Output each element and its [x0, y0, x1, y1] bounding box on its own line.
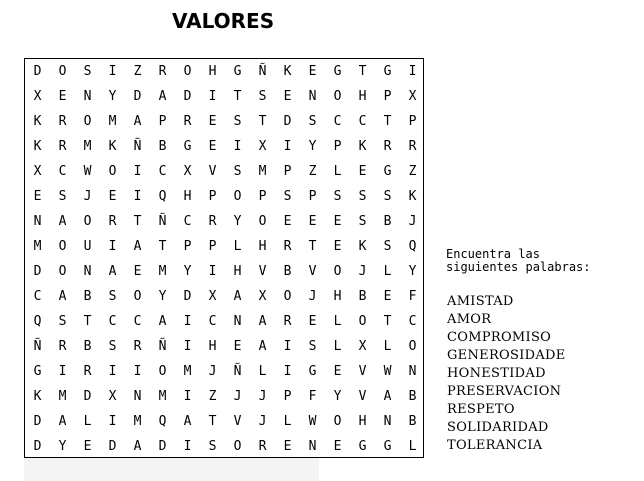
grid-cell[interactable]: J: [408, 214, 417, 229]
grid-cell[interactable]: O: [158, 364, 167, 379]
grid-cell[interactable]: N: [308, 439, 317, 454]
grid-cell[interactable]: X: [33, 89, 42, 104]
grid-cell[interactable]: X: [208, 289, 217, 304]
grid-cell[interactable]: T: [133, 214, 142, 229]
grid-cell[interactable]: A: [258, 339, 267, 354]
grid-cell[interactable]: R: [183, 114, 192, 129]
grid-cell[interactable]: C: [133, 314, 142, 329]
grid-cell[interactable]: O: [258, 214, 267, 229]
grid-cell[interactable]: Y: [58, 439, 67, 454]
grid-cell[interactable]: I: [283, 364, 292, 379]
grid-cell[interactable]: M: [108, 114, 117, 129]
grid-cell[interactable]: I: [108, 239, 117, 254]
grid-cell[interactable]: S: [208, 439, 217, 454]
grid-cell[interactable]: Ñ: [258, 64, 267, 79]
grid-cell[interactable]: N: [233, 314, 242, 329]
grid-cell[interactable]: R: [408, 139, 417, 154]
grid-cell[interactable]: P: [258, 189, 267, 204]
grid-cell[interactable]: O: [133, 289, 142, 304]
grid-cell[interactable]: A: [233, 289, 242, 304]
grid-cell[interactable]: D: [33, 264, 42, 279]
grid-cell[interactable]: K: [33, 139, 42, 154]
grid-row: [25, 259, 425, 284]
grid-cell[interactable]: H: [183, 189, 192, 204]
grid-cell[interactable]: L: [233, 239, 242, 254]
grid-cell[interactable]: E: [333, 239, 342, 254]
word-list: [447, 293, 566, 455]
grid-cell[interactable]: O: [233, 439, 242, 454]
grid-cell[interactable]: Q: [158, 189, 167, 204]
grid-cell[interactable]: G: [33, 364, 42, 379]
grid-cell[interactable]: E: [133, 264, 142, 279]
grid-cell[interactable]: F: [308, 389, 317, 404]
grid-cell[interactable]: E: [333, 364, 342, 379]
grid-cell[interactable]: N: [83, 89, 92, 104]
grid-cell[interactable]: S: [308, 114, 317, 129]
grid-cell[interactable]: C: [183, 214, 192, 229]
grid-cell[interactable]: B: [83, 289, 92, 304]
grid-cell[interactable]: O: [58, 239, 67, 254]
grid-cell[interactable]: B: [408, 414, 417, 429]
grid-cell[interactable]: C: [33, 289, 42, 304]
grid-cell[interactable]: T: [383, 314, 392, 329]
grid-cell[interactable]: A: [383, 389, 392, 404]
grid-cell[interactable]: P: [408, 114, 417, 129]
grid-cell[interactable]: J: [258, 414, 267, 429]
grid-cell[interactable]: J: [233, 389, 242, 404]
grid-cell[interactable]: S: [358, 189, 367, 204]
grid-cell[interactable]: D: [83, 389, 92, 404]
grid-cell[interactable]: P: [208, 239, 217, 254]
grid-cell[interactable]: S: [383, 189, 392, 204]
grid-row: [25, 134, 425, 159]
grid-cell[interactable]: E: [208, 114, 217, 129]
grid-cell[interactable]: R: [208, 214, 217, 229]
grid-cell[interactable]: C: [108, 314, 117, 329]
grid-cell[interactable]: O: [58, 64, 67, 79]
grid-cell[interactable]: M: [133, 414, 142, 429]
grid-cell[interactable]: L: [383, 339, 392, 354]
grid-cell[interactable]: P: [333, 139, 342, 154]
grid-cell[interactable]: H: [333, 289, 342, 304]
grid-cell[interactable]: D: [133, 89, 142, 104]
grid-cell[interactable]: T: [308, 239, 317, 254]
page-title: VALORES: [172, 9, 275, 33]
grid-cell[interactable]: E: [308, 314, 317, 329]
grid-cell[interactable]: M: [158, 389, 167, 404]
grid-cell[interactable]: J: [83, 189, 92, 204]
grid-cell[interactable]: E: [233, 339, 242, 354]
grid-cell[interactable]: E: [283, 439, 292, 454]
grid-cell[interactable]: C: [58, 164, 67, 179]
grid-cell[interactable]: H: [233, 264, 242, 279]
grid-cell[interactable]: Ñ: [158, 214, 167, 229]
grid-row: [25, 109, 425, 134]
grid-cell[interactable]: A: [258, 314, 267, 329]
grid-row: [25, 284, 425, 309]
grid-cell[interactable]: N: [383, 414, 392, 429]
grid-cell[interactable]: A: [108, 264, 117, 279]
grid-cell[interactable]: T: [83, 314, 92, 329]
grid-cell[interactable]: Z: [308, 164, 317, 179]
grid-cell[interactable]: S: [233, 114, 242, 129]
grid-cell[interactable]: Ñ: [158, 339, 167, 354]
grid-cell[interactable]: R: [58, 139, 67, 154]
grid-cell[interactable]: P: [183, 239, 192, 254]
grid-cell[interactable]: H: [358, 89, 367, 104]
grid-cell[interactable]: M: [183, 364, 192, 379]
grid-cell[interactable]: O: [333, 414, 342, 429]
grid-cell[interactable]: V: [208, 164, 217, 179]
grid-cell[interactable]: O: [333, 264, 342, 279]
grid-cell[interactable]: L: [83, 414, 92, 429]
grid-row: [25, 334, 425, 359]
grid-cell[interactable]: I: [183, 339, 192, 354]
grid-cell[interactable]: M: [58, 389, 67, 404]
grid-cell[interactable]: I: [208, 264, 217, 279]
grid-cell[interactable]: I: [108, 364, 117, 379]
grid-cell[interactable]: D: [183, 289, 192, 304]
grid-cell[interactable]: W: [383, 364, 392, 379]
grid-cell[interactable]: R: [383, 139, 392, 154]
grid-cell[interactable]: S: [108, 339, 117, 354]
grid-cell[interactable]: R: [283, 239, 292, 254]
grid-cell[interactable]: R: [283, 314, 292, 329]
word-list-item: SOLIDARIDAD: [447, 420, 549, 435]
grid-cell[interactable]: R: [83, 364, 92, 379]
grid-cell[interactable]: G: [308, 364, 317, 379]
grid-cell[interactable]: V: [358, 389, 367, 404]
grid-cell[interactable]: L: [333, 339, 342, 354]
grid-row: [25, 234, 425, 259]
grid-cell[interactable]: P: [158, 114, 167, 129]
grid-cell[interactable]: O: [333, 89, 342, 104]
grid-cell[interactable]: I: [108, 64, 117, 79]
grid-cell[interactable]: Q: [158, 414, 167, 429]
grid-cell[interactable]: C: [358, 114, 367, 129]
grid-row: [25, 159, 425, 184]
grid-cell[interactable]: O: [58, 264, 67, 279]
grid-cell[interactable]: E: [83, 439, 92, 454]
grid-cell[interactable]: O: [408, 339, 417, 354]
grid-cell[interactable]: E: [208, 139, 217, 154]
word-list-item: COMPROMISO: [447, 330, 552, 345]
grid-cell[interactable]: O: [233, 189, 242, 204]
grid-cell[interactable]: E: [358, 164, 367, 179]
grid-cell[interactable]: I: [183, 439, 192, 454]
grid-cell[interactable]: R: [133, 339, 142, 354]
grid-cell[interactable]: D: [33, 414, 42, 429]
grid-row: [25, 184, 425, 209]
grid-cell[interactable]: S: [283, 189, 292, 204]
grid-cell[interactable]: V: [233, 414, 242, 429]
word-list-item: TOLERANCIA: [447, 438, 543, 453]
grid-cell[interactable]: O: [83, 214, 92, 229]
grid-cell[interactable]: N: [33, 214, 42, 229]
grid-cell[interactable]: R: [58, 114, 67, 129]
grid-cell[interactable]: S: [108, 289, 117, 304]
grid-cell[interactable]: N: [83, 264, 92, 279]
grid-cell[interactable]: P: [283, 389, 292, 404]
bottom-strip: [24, 458, 319, 481]
grid-cell[interactable]: Y: [408, 264, 417, 279]
grid-cell[interactable]: U: [83, 239, 92, 254]
grid-cell[interactable]: Y: [333, 389, 342, 404]
grid-cell[interactable]: T: [258, 114, 267, 129]
word-list-item: PRESERVACION: [447, 384, 562, 399]
grid-cell[interactable]: G: [358, 439, 367, 454]
grid-cell[interactable]: I: [183, 314, 192, 329]
grid-cell[interactable]: K: [33, 114, 42, 129]
grid-cell[interactable]: Y: [308, 139, 317, 154]
grid-cell[interactable]: C: [158, 164, 167, 179]
grid-cell[interactable]: D: [183, 89, 192, 104]
grid-cell[interactable]: A: [158, 89, 167, 104]
grid-cell[interactable]: D: [108, 439, 117, 454]
grid-cell[interactable]: O: [83, 114, 92, 129]
grid-row: [25, 434, 425, 459]
grid-cell[interactable]: J: [258, 389, 267, 404]
grid-cell[interactable]: D: [33, 64, 42, 79]
grid-row: [25, 59, 425, 84]
grid-cell[interactable]: M: [258, 164, 267, 179]
grid-cell[interactable]: L: [408, 439, 417, 454]
grid-cell[interactable]: P: [383, 89, 392, 104]
grid-cell[interactable]: R: [58, 339, 67, 354]
grid-cell[interactable]: L: [333, 164, 342, 179]
grid-cell[interactable]: A: [58, 414, 67, 429]
grid-cell[interactable]: N: [408, 364, 417, 379]
grid-cell[interactable]: N: [308, 89, 317, 104]
grid-cell[interactable]: O: [358, 314, 367, 329]
grid-cell[interactable]: G: [333, 64, 342, 79]
grid-cell[interactable]: I: [208, 89, 217, 104]
grid-cell[interactable]: S: [358, 214, 367, 229]
grid-cell[interactable]: S: [383, 239, 392, 254]
grid-cell[interactable]: H: [208, 64, 217, 79]
grid-cell[interactable]: E: [33, 189, 42, 204]
grid-cell[interactable]: G: [183, 139, 192, 154]
word-list-item: GENEROSIDADE: [447, 348, 566, 363]
grid-cell[interactable]: K: [33, 389, 42, 404]
grid-cell[interactable]: K: [283, 64, 292, 79]
grid-cell[interactable]: E: [383, 289, 392, 304]
grid-cell[interactable]: E: [283, 89, 292, 104]
grid-cell[interactable]: A: [133, 439, 142, 454]
grid-row: [25, 309, 425, 334]
grid-cell[interactable]: C: [333, 114, 342, 129]
grid-cell[interactable]: Y: [183, 264, 192, 279]
grid-cell[interactable]: Z: [408, 164, 417, 179]
grid-cell[interactable]: H: [358, 414, 367, 429]
grid-cell[interactable]: A: [58, 289, 67, 304]
grid-cell[interactable]: I: [108, 414, 117, 429]
grid-cell[interactable]: J: [358, 264, 367, 279]
grid-cell[interactable]: C: [208, 314, 217, 329]
grid-cell[interactable]: P: [283, 164, 292, 179]
grid-cell[interactable]: P: [208, 189, 217, 204]
grid-cell[interactable]: S: [258, 89, 267, 104]
grid-cell[interactable]: G: [383, 164, 392, 179]
grid-cell[interactable]: L: [333, 314, 342, 329]
grid-cell[interactable]: G: [383, 64, 392, 79]
grid-cell[interactable]: Y: [108, 89, 117, 104]
grid-cell[interactable]: V: [308, 264, 317, 279]
grid-cell[interactable]: X: [33, 164, 42, 179]
grid-cell[interactable]: S: [233, 164, 242, 179]
grid-cell[interactable]: S: [58, 189, 67, 204]
grid-cell[interactable]: E: [58, 89, 67, 104]
grid-cell[interactable]: L: [383, 264, 392, 279]
grid-cell[interactable]: R: [108, 214, 117, 229]
grid-cell[interactable]: M: [158, 264, 167, 279]
grid-cell[interactable]: I: [133, 364, 142, 379]
grid-cell[interactable]: K: [108, 139, 117, 154]
grid-cell[interactable]: Ñ: [233, 364, 242, 379]
grid-cell[interactable]: S: [308, 339, 317, 354]
grid-cell[interactable]: M: [33, 239, 42, 254]
grid-cell[interactable]: X: [408, 89, 417, 104]
grid-cell[interactable]: P: [308, 189, 317, 204]
grid-cell[interactable]: I: [283, 339, 292, 354]
grid-cell[interactable]: K: [358, 239, 367, 254]
grid-cell[interactable]: S: [83, 64, 92, 79]
grid-cell[interactable]: B: [408, 389, 417, 404]
word-list-item: AMISTAD: [447, 294, 514, 309]
grid-cell[interactable]: N: [133, 389, 142, 404]
grid-cell[interactable]: I: [183, 389, 192, 404]
grid-cell[interactable]: A: [183, 414, 192, 429]
grid-cell[interactable]: K: [408, 189, 417, 204]
grid-cell[interactable]: G: [233, 64, 242, 79]
grid-cell[interactable]: G: [383, 439, 392, 454]
grid-cell[interactable]: J: [208, 364, 217, 379]
grid-cell[interactable]: B: [283, 264, 292, 279]
grid-cell[interactable]: B: [158, 139, 167, 154]
grid-cell[interactable]: D: [283, 114, 292, 129]
word-list-item: RESPETO: [447, 402, 515, 417]
grid-cell[interactable]: S: [333, 189, 342, 204]
grid-cell[interactable]: I: [233, 139, 242, 154]
grid-cell[interactable]: L: [283, 414, 292, 429]
grid-cell[interactable]: T: [358, 64, 367, 79]
grid-cell[interactable]: X: [358, 339, 367, 354]
grid-row: [25, 359, 425, 384]
grid-cell[interactable]: A: [133, 114, 142, 129]
grid-cell[interactable]: I: [283, 139, 292, 154]
grid-cell[interactable]: W: [83, 164, 92, 179]
grid-cell[interactable]: C: [408, 314, 417, 329]
grid-cell[interactable]: V: [358, 364, 367, 379]
grid-cell[interactable]: Y: [158, 289, 167, 304]
grid-cell[interactable]: B: [83, 339, 92, 354]
grid-cell[interactable]: H: [258, 239, 267, 254]
grid-cell[interactable]: D: [158, 439, 167, 454]
grid-cell[interactable]: Y: [233, 214, 242, 229]
grid-cell[interactable]: R: [158, 64, 167, 79]
grid-cell[interactable]: B: [358, 289, 367, 304]
grid-cell[interactable]: A: [158, 314, 167, 329]
grid-row: [25, 409, 425, 434]
grid-cell[interactable]: T: [208, 414, 217, 429]
grid-cell[interactable]: X: [258, 139, 267, 154]
grid-cell[interactable]: E: [308, 214, 317, 229]
grid-cell[interactable]: I: [408, 64, 417, 79]
grid-cell[interactable]: D: [33, 439, 42, 454]
grid-cell[interactable]: T: [383, 114, 392, 129]
grid-cell[interactable]: T: [158, 239, 167, 254]
grid-cell[interactable]: S: [58, 314, 67, 329]
grid-cell[interactable]: M: [83, 139, 92, 154]
grid-cell[interactable]: Ñ: [33, 339, 42, 354]
grid-row: [25, 209, 425, 234]
grid-cell[interactable]: X: [183, 164, 192, 179]
grid-cell[interactable]: F: [408, 289, 417, 304]
word-search-grid: [24, 58, 424, 458]
grid-cell[interactable]: X: [108, 389, 117, 404]
grid-cell[interactable]: H: [208, 339, 217, 354]
grid-cell[interactable]: A: [133, 239, 142, 254]
grid-cell[interactable]: J: [308, 289, 317, 304]
grid-cell[interactable]: B: [383, 214, 392, 229]
grid-row: [25, 84, 425, 109]
grid-cell[interactable]: E: [333, 439, 342, 454]
grid-cell[interactable]: V: [258, 264, 267, 279]
grid-cell[interactable]: I: [133, 189, 142, 204]
grid-cell[interactable]: Q: [33, 314, 42, 329]
grid-cell[interactable]: O: [283, 289, 292, 304]
instructions-text: Encuentra las siguientes palabras:: [446, 247, 591, 274]
grid-cell[interactable]: K: [358, 139, 367, 154]
grid-cell[interactable]: L: [258, 364, 267, 379]
grid-cell[interactable]: O: [183, 64, 192, 79]
grid-cell[interactable]: X: [258, 289, 267, 304]
grid-cell[interactable]: E: [283, 214, 292, 229]
word-list-item: HONESTIDAD: [447, 366, 546, 381]
grid-cell[interactable]: R: [258, 439, 267, 454]
grid-cell[interactable]: Z: [208, 389, 217, 404]
grid-cell[interactable]: A: [58, 214, 67, 229]
grid-cell[interactable]: Q: [408, 239, 417, 254]
grid-cell[interactable]: E: [108, 189, 117, 204]
grid-cell[interactable]: O: [108, 164, 117, 179]
grid-cell[interactable]: E: [308, 64, 317, 79]
grid-cell[interactable]: I: [58, 364, 67, 379]
grid-cell[interactable]: W: [308, 414, 317, 429]
grid-row: [25, 384, 425, 409]
grid-cell[interactable]: Ñ: [133, 139, 142, 154]
grid-cell[interactable]: Z: [133, 64, 142, 79]
word-list-item: AMOR: [447, 312, 492, 327]
grid-cell[interactable]: T: [233, 89, 242, 104]
grid-cell[interactable]: I: [133, 164, 142, 179]
grid-cell[interactable]: E: [333, 214, 342, 229]
